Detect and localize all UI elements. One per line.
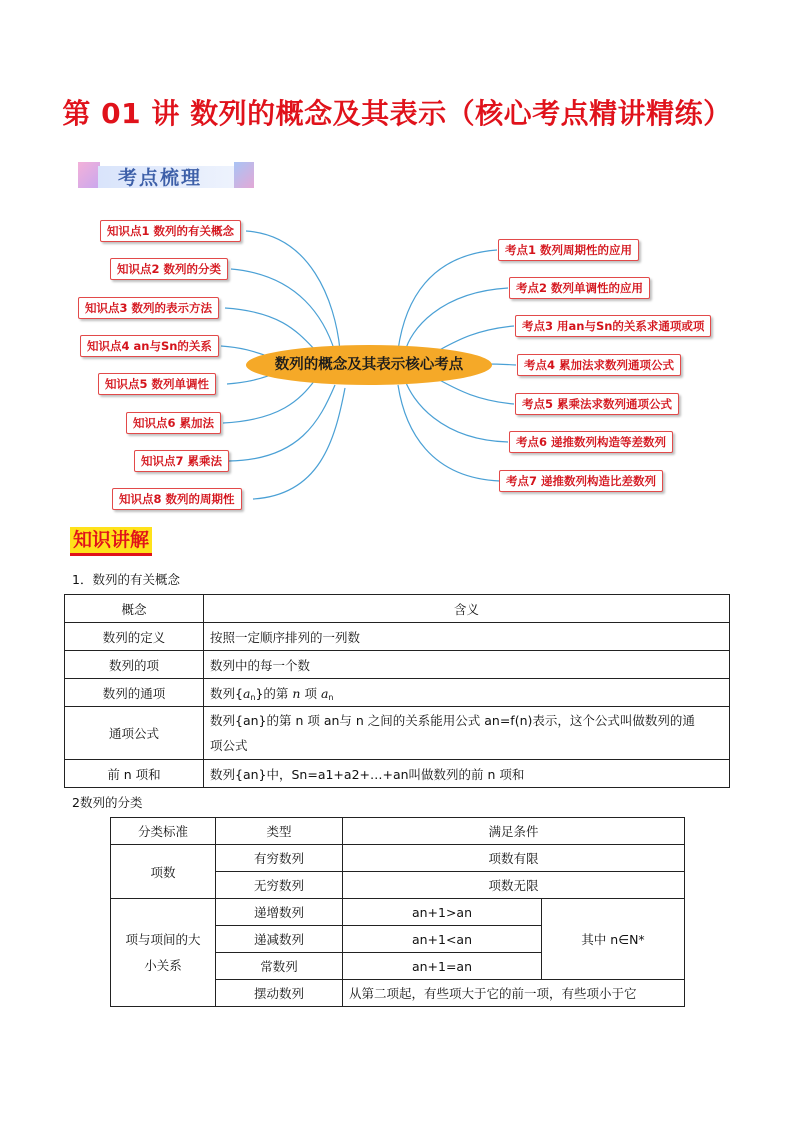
table-cell: 从第二项起，有些项大于它的前一项，有些项小于它 [343,980,685,1007]
cell-text: a [320,685,329,701]
table-row [65,760,730,788]
table-row [65,707,730,760]
table-cell: an+1=an [343,953,542,980]
table-cell: 数列的定义 [65,623,204,651]
table-row [111,899,685,926]
cell-text: 项 [300,685,321,701]
cell-text: 数列{an}的第 n 项 an与 n 之间的关系能用公式 an=f(n)表示，这个公式叫做数列的通 [210,713,695,728]
table-cell: 无穷数列 [216,872,343,899]
mindmap-left-node-8: 知识点8 数列的周期性 [112,488,242,510]
header-cell: 概念 [65,595,204,623]
table-cell [111,899,216,1007]
table-cell: 通项公式 [65,707,204,760]
table-cell: 常数列 [216,953,343,980]
table-cell: 项数 [111,845,216,899]
table-cell: 其中 n∈N* [542,899,685,980]
mindmap-left-node-4: 知识点4 an与Sn的关系 [80,335,219,357]
mindmap-left-node-2: 知识点2 数列的分类 [110,258,228,280]
table-row [111,845,685,872]
cell-text: }的第 [255,685,293,701]
mindmap-center-node: 数列的概念及其表示核心考点 [246,345,492,385]
mindmap-right-node-5: 考点5 累乘法求数列通项公式 [515,393,679,415]
classification-table [110,817,685,1007]
mindmap-right-node-1: 考点1 数列周期性的应用 [498,239,639,261]
table-row [111,818,685,845]
mindmap-right-node-7: 考点7 递推数列构造比差数列 [499,470,663,492]
header-cell: 类型 [216,818,343,845]
table-cell: 有穷数列 [216,845,343,872]
section-2-heading: 2数列的分类 [72,795,143,810]
mindmap-left-node-5: 知识点5 数列单调性 [98,373,216,395]
mindmap-right-node-4: 考点4 累加法求数列通项公式 [517,354,681,376]
table-cell: 数列的通项 [65,679,204,707]
cell-text: 数列{ [210,685,243,701]
cell-text: n [328,692,334,702]
table-row [65,651,730,679]
table-cell [204,679,730,707]
cell-text: a [242,685,251,701]
mindmap-left-node-1: 知识点1 数列的有关概念 [100,220,241,242]
cell-text: 项与项间的大 [125,931,201,947]
section-1-heading: 1．数列的有关概念 [72,572,180,587]
concepts-table [64,594,730,788]
table-cell: an+1<an [343,926,542,953]
banner-label: 考点梳理 [118,167,203,189]
mindmap-right-node-6: 考点6 递推数列构造等差数列 [509,431,673,453]
mindmap-right-node-3: 考点3 用an与Sn的关系求通项或项 [515,315,711,337]
table-row [65,595,730,623]
cell-text: 小关系 [144,957,182,973]
table-cell: an+1>an [343,899,542,926]
table-cell: 前 n 项和 [65,760,204,788]
table-cell: 递增数列 [216,899,343,926]
page-title: 第 01 讲 数列的概念及其表示（核心考点精讲精练） [62,97,732,130]
table-cell: 数列中的每一个数 [204,651,730,679]
table-cell: 项数有限 [343,845,685,872]
header-cell: 含义 [204,595,730,623]
header-cell: 分类标准 [111,818,216,845]
mindmap-left-node-6: 知识点6 累加法 [126,412,221,434]
table-cell: 数列的项 [65,651,204,679]
table-cell: 摆动数列 [216,980,343,1007]
table-row [65,623,730,651]
table-cell [204,707,730,760]
mindmap-right-node-2: 考点2 数列单调性的应用 [509,277,650,299]
table-cell: 按照一定顺序排列的一列数 [204,623,730,651]
cell-text: n [292,685,301,701]
cell-text: 项公式 [210,738,248,753]
table-cell: 数列{an}中，Sn=a1+a2+…+an叫做数列的前 n 项和 [204,760,730,788]
table-cell: 项数无限 [343,872,685,899]
table-cell: 递减数列 [216,926,343,953]
mindmap-left-node-7: 知识点7 累乘法 [134,450,229,472]
section-header: 知识讲解 [70,527,152,556]
table-row [65,679,730,707]
cell-text: n [250,692,256,702]
mindmap-left-node-3: 知识点3 数列的表示方法 [78,297,219,319]
header-cell: 满足条件 [343,818,685,845]
